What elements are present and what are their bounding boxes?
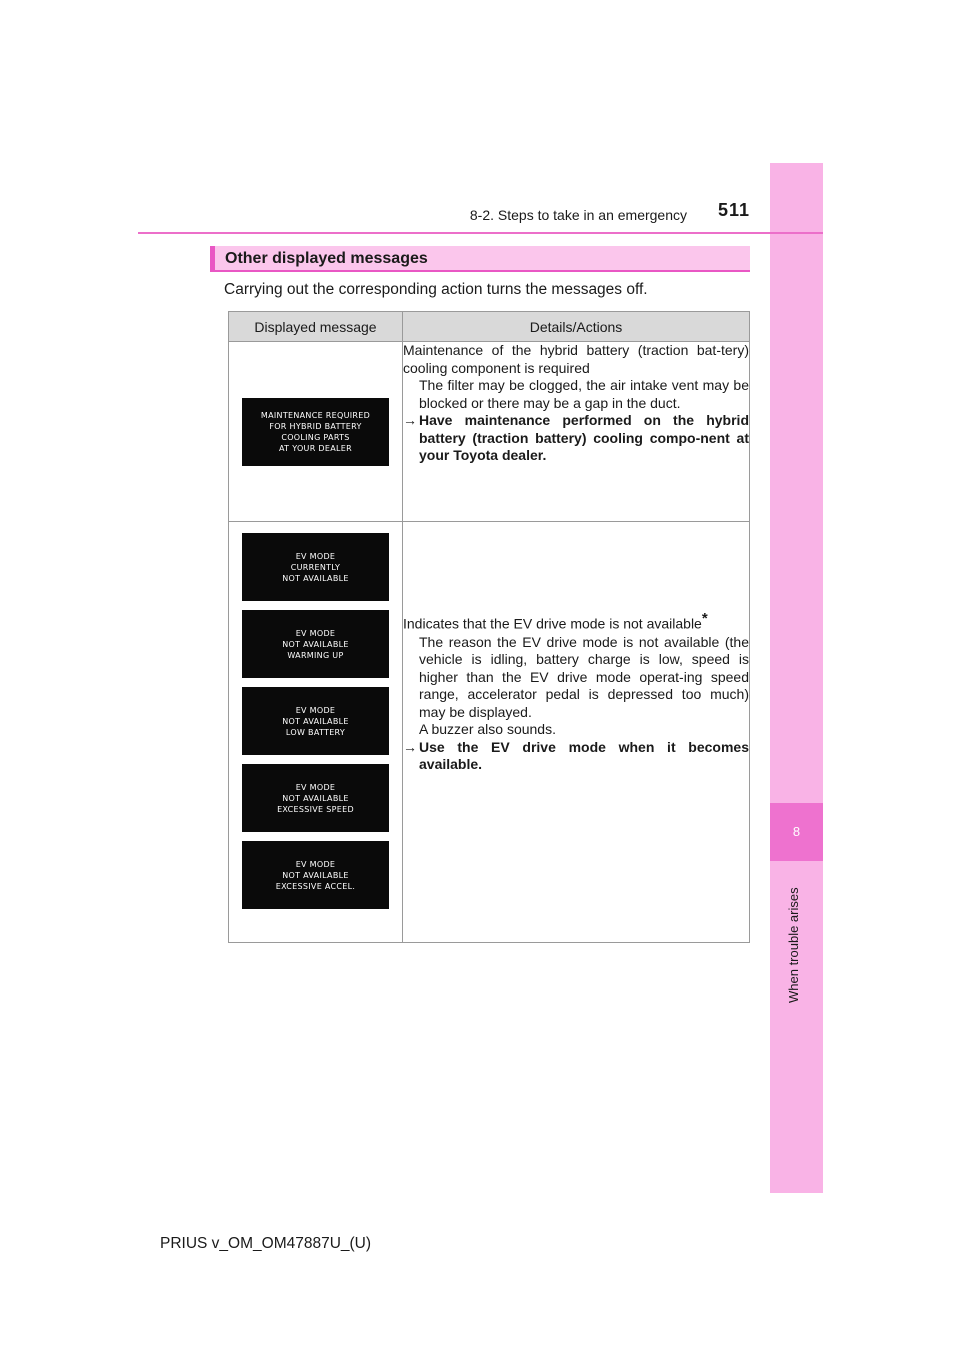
- message-display: EV MODE CURRENTLY NOT AVAILABLE: [242, 533, 389, 601]
- message-display: EV MODE NOT AVAILABLE WARMING UP: [242, 610, 389, 678]
- asterisk-mark: *: [701, 610, 708, 628]
- chapter-title: When trouble arises: [786, 887, 801, 1003]
- detail-action: → Have maintenance performed on the hybrid battery (traction battery) cooling compo-nent at your Toyota dealer.: [403, 412, 749, 463]
- chapter-number: 8: [770, 803, 823, 861]
- table-row: [229, 522, 750, 943]
- details-cell: [403, 342, 750, 522]
- side-tab: [770, 163, 823, 1193]
- column-header-displayed-message: Displayed message: [229, 312, 403, 342]
- section-title: Other displayed messages: [210, 246, 750, 272]
- messages-table: [228, 311, 750, 943]
- column-header-details-actions: Details/Actions: [403, 312, 750, 342]
- header-section: 8-2. Steps to take in an emergency: [469, 207, 687, 223]
- detail-note: A buzzer also sounds.: [419, 721, 556, 738]
- details-cell: [403, 522, 750, 943]
- display-cell: [229, 342, 403, 522]
- detail-action: → Use the EV drive mode when it becomes available.: [403, 738, 749, 773]
- detail-lead: Maintenance of the hybrid battery (traction bat-tery) cooling component is required: [403, 342, 749, 376]
- arrow-icon: →: [403, 412, 417, 428]
- footer-doc-code: PRIUS v_OM_OM47887U_(U): [160, 1235, 372, 1252]
- detail-lead: Indicates that the EV drive mode is not available*: [403, 610, 708, 633]
- table-header-row: [229, 312, 750, 342]
- detail-note: The reason the EV drive mode is not available (the vehicle is idling, battery charge is low, speed is higher than the EV drive mode operat-ing speed range, accelerator pedal is depressed too much) may be displayed.: [419, 633, 749, 720]
- message-display: EV MODE NOT AVAILABLE EXCESSIVE SPEED: [242, 764, 389, 832]
- page-number: 511: [717, 200, 750, 220]
- message-display: EV MODE NOT AVAILABLE EXCESSIVE ACCEL.: [242, 841, 389, 909]
- display-cell: [229, 522, 403, 943]
- detail-note: The filter may be clogged, the air intake vent may be blocked or there may be a gap in the duct.: [419, 377, 749, 411]
- header-rule: [138, 232, 823, 234]
- message-display: EV MODE NOT AVAILABLE LOW BATTERY: [242, 687, 389, 755]
- arrow-icon: →: [403, 738, 417, 755]
- intro-text: Carrying out the corresponding action turns the messages off.: [224, 281, 648, 298]
- message-display: MAINTENANCE REQUIRED FOR HYBRID BATTERY COOLING PARTS AT YOUR DEALER: [242, 398, 389, 466]
- table-row: [229, 342, 750, 522]
